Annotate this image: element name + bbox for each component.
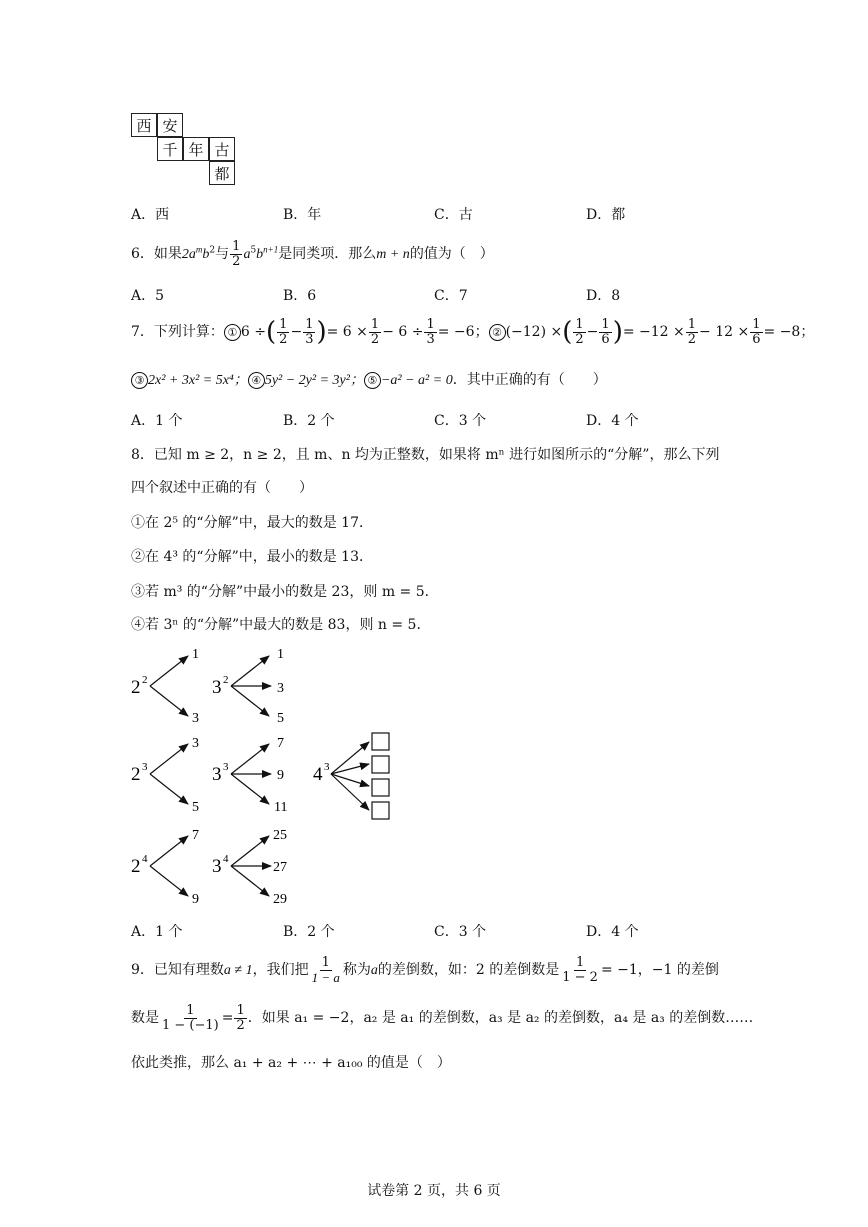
q6-term1: 2a <box>181 247 196 263</box>
q6-option-a[interactable]: A．5 <box>131 288 165 304</box>
q7-circle-1: ① <box>224 324 241 341</box>
base-2-squared: 2 <box>131 677 141 698</box>
q7-frac-num: 1 <box>370 316 380 332</box>
result-2-fourth-2: 9 <box>192 892 199 907</box>
q9-l1-c: ，我们把 <box>252 962 309 978</box>
q9-l1-e: a <box>370 963 378 978</box>
q6-option-c[interactable]: C．7 <box>434 288 468 304</box>
q9-line1 <box>131 952 719 989</box>
q7-frac-den: 6 <box>752 331 761 347</box>
q5-option-d[interactable]: D．都 <box>586 207 626 223</box>
q6-term2: a <box>243 247 251 263</box>
q7-frac-num: 1 <box>575 316 584 332</box>
diagram-2-fourth <box>131 828 199 907</box>
base-2-cubed: 2 <box>131 764 141 785</box>
arrow <box>150 686 188 716</box>
diagram-4-cubed <box>313 733 389 819</box>
q9-line2 <box>131 1000 753 1036</box>
q9-frac-ex1 <box>560 956 600 984</box>
base-4-cubed: 4 <box>313 764 323 785</box>
q7-s1-a: 6 ÷ <box>240 324 267 340</box>
arrow <box>231 686 269 716</box>
result-2-fourth-1: 7 <box>192 828 199 843</box>
q6-term2-exp2: n+1 <box>263 244 279 255</box>
q6-frac-den: 2 <box>232 253 241 269</box>
arrow <box>231 774 269 804</box>
q7-line2-suffix: ．其中正确的有（ ） <box>452 372 607 388</box>
q7-s1-d: = −6； <box>437 324 489 340</box>
q7-s5: −a² − a² = 0 <box>380 373 453 388</box>
grid-cell-gu: 古 <box>209 137 235 161</box>
q9-l2-b: = <box>221 1010 234 1026</box>
q7-prefix: 7．下列计算： <box>131 324 224 340</box>
result-3-squared-3: 5 <box>277 711 284 726</box>
result-3-cubed-2: 9 <box>277 768 284 783</box>
q9-frac-ex1-den: 1 − 2 <box>562 969 598 985</box>
arrow <box>150 866 188 896</box>
grid-cell-nian: 年 <box>183 137 209 161</box>
exp-3-fourth: 4 <box>223 853 229 865</box>
result-3-cubed-1: 7 <box>277 736 284 751</box>
diagram-3-fourth <box>212 828 287 907</box>
q7-paren-open: ( <box>562 317 573 347</box>
q6-term1-b: b <box>202 247 210 263</box>
q7-circle-3: ③ <box>131 372 148 389</box>
q9-l1-d: 称为 <box>342 962 371 978</box>
q7-s1-c: − 6 ÷ <box>382 324 424 340</box>
diagram-3-squared <box>212 647 284 726</box>
q7-frac-num: 1 <box>601 316 610 332</box>
q6-term1-exp1: m <box>195 244 203 255</box>
q6-option-b[interactable]: B．6 <box>283 288 317 304</box>
q8-statement-3: ③若 m³ 的“分解”中最小的数是 23，则 m = 5． <box>131 584 439 600</box>
q7-option-a[interactable]: A．1 个 <box>131 413 183 429</box>
grid-cell-qian: 千 <box>157 137 183 161</box>
q5-option-a[interactable]: A．西 <box>131 207 170 223</box>
q8-option-d[interactable]: D．4 个 <box>586 924 639 940</box>
arrow <box>231 866 269 896</box>
diagram-3-cubed <box>212 736 287 815</box>
q9-frac-def-den: 1 − a <box>311 969 340 985</box>
diagram-2-squared <box>131 647 199 726</box>
q7-s3: 2x² + 3x² = 5x⁴； <box>148 373 248 388</box>
q9-frac-ex1-num: 1 <box>575 954 585 970</box>
q7-paren-close: ) <box>612 317 623 347</box>
q7-frac-den: 2 <box>575 331 584 347</box>
q8-option-a[interactable]: A．1 个 <box>131 924 183 940</box>
q9-l1-h: = −1，−1 的差倒 <box>600 962 719 978</box>
q7-option-b[interactable]: B．2 个 <box>283 413 335 429</box>
q6-term1-exp2: 2 <box>209 245 216 256</box>
q7-frac-den: 2 <box>370 331 380 347</box>
q7-frac-num: 1 <box>687 316 697 332</box>
q9-frac-def-num: 1 <box>321 954 330 970</box>
result-3-squared-2: 3 <box>277 681 284 696</box>
blank-box-3[interactable] <box>372 779 389 796</box>
blank-box-1[interactable] <box>372 733 389 750</box>
result-3-fourth-2: 27 <box>273 860 287 875</box>
q6-expr: m + n <box>376 247 410 263</box>
q9-frac-def <box>310 956 342 984</box>
q7-frac-den: 2 <box>687 331 697 347</box>
q9-frac-half-num: 1 <box>236 1002 245 1018</box>
q7-frac-num: 1 <box>752 316 761 332</box>
q9-l1-b: a ≠ 1 <box>223 963 253 978</box>
exp-2-squared: 2 <box>142 674 148 686</box>
result-2-cubed-1: 3 <box>192 736 199 751</box>
arrow <box>231 656 269 686</box>
base-3-fourth: 3 <box>212 856 222 877</box>
q8-line2: 四个叙述中正确的有（ ） <box>131 480 313 496</box>
base-3-cubed: 3 <box>212 764 222 785</box>
q7-s2-a: (−12) × <box>505 324 563 340</box>
q8-option-c[interactable]: C．3 个 <box>434 924 487 940</box>
arrow <box>231 836 269 866</box>
q9-l1-f: 的差倒数，如：2 的差倒数是 <box>377 962 560 978</box>
q7-paren-close: ) <box>316 317 327 347</box>
q9-frac-half <box>234 1004 246 1032</box>
result-3-fourth-3: 29 <box>273 892 287 907</box>
q9-frac-half-den: 2 <box>236 1017 245 1033</box>
q7-frac-den: 6 <box>601 331 610 347</box>
result-3-squared-1: 1 <box>277 647 284 662</box>
q8-statement-1: ①在 2⁵ 的“分解”中，最大的数是 17． <box>131 515 373 531</box>
arrow <box>231 744 269 774</box>
q9-frac-ex2-num: 1 <box>186 1002 195 1018</box>
q7-s2-b: = −12 × <box>622 324 685 340</box>
exp-2-cubed: 3 <box>142 761 148 773</box>
q6-frac-num: 1 <box>232 239 241 254</box>
q9-l2-a: 数是 <box>131 1010 159 1026</box>
grid-cell-xi: 西 <box>131 113 157 137</box>
q6-end: 的值为（ ） <box>409 246 494 263</box>
q7-paren-open: ( <box>266 317 277 347</box>
blank-box-4[interactable] <box>372 802 389 819</box>
exp-3-squared: 2 <box>223 674 229 686</box>
exp-3-cubed: 3 <box>223 761 229 773</box>
result-2-squared-2: 3 <box>192 711 199 726</box>
exp-4-cubed: 3 <box>324 761 330 773</box>
blank-box-2[interactable] <box>372 756 389 773</box>
page-footer: 试卷第 2 页，共 6 页 <box>367 1183 501 1199</box>
q7-option-c[interactable]: C．3 个 <box>434 413 487 429</box>
diagram-2-cubed <box>131 736 199 815</box>
q8-line1: 8．已知 m ≥ 2，n ≥ 2，且 m、n 均为正整数，如果将 mⁿ 进行如图所示的“分解”，那么下列 <box>131 447 720 463</box>
q7-option-d[interactable]: D．4 个 <box>586 413 639 429</box>
q9-frac-ex2-den: 1 − (−1) <box>162 1017 219 1033</box>
q9-line3: 依此类推，那么 a₁ + a₂ + ⋯ + a₁₀₀ 的值是（ ） <box>131 1055 451 1071</box>
q7-frac-num: 1 <box>305 316 314 332</box>
q7-frac-num: 1 <box>426 316 435 332</box>
q8-statement-4: ④若 3ⁿ 的“分解”中最大的数是 83，则 n = 5． <box>131 617 431 633</box>
result-3-fourth-1: 25 <box>273 828 287 843</box>
q6-suffix: 是同类项．那么 <box>278 246 377 263</box>
base-3-squared: 3 <box>212 677 222 698</box>
q8-statement-2: ②在 4³ 的“分解”中，最小的数是 13． <box>131 549 373 565</box>
q6-prefix: 6．如果 <box>131 246 182 263</box>
arrow <box>150 656 188 686</box>
grid-cell-du: 都 <box>209 161 235 185</box>
q7-line1: 7．下列计算： ① 6 ÷( $\frac{1}{2}$ − $\frac{1}{3}$ )= 6 × $\frac{1}{2}$ − 6 ÷ $\frac{1}{3}$ = −6； ② (−12) ×( $\frac{1}{2}$ − $\frac{1}{6}$ )= −12 × $\frac{1}{2}$ − 12 × $\frac{1}{6}$ = −8； <box>131 316 815 347</box>
result-2-squared-1: 1 <box>192 647 199 662</box>
q9-l1-a: 9．已知有理数 <box>131 962 224 978</box>
q7-frac-den: 3 <box>426 331 435 347</box>
q7-circle-4: ④ <box>248 372 265 389</box>
q6-term2-exp1: 5 <box>250 245 257 256</box>
q5-option-b[interactable]: B．年 <box>283 207 322 223</box>
q7-s2-d: = −8； <box>763 324 815 340</box>
q7-frac-den: 2 <box>279 331 288 347</box>
base-2-fourth: 2 <box>131 856 141 877</box>
arrow <box>150 774 188 804</box>
arrow <box>150 744 188 774</box>
q6-option-d[interactable]: D．8 <box>586 288 621 304</box>
q7-frac-num: 1 <box>279 316 288 332</box>
q7-s1-b: = 6 × <box>326 324 368 340</box>
q6-mid: 与 <box>215 246 230 263</box>
q7-circle-5: ⑤ <box>364 372 381 389</box>
q7-s4: 5y² − 2y² = 3y²； <box>264 373 364 388</box>
result-3-cubed-3: 11 <box>274 800 288 815</box>
q6-term2-b: b <box>256 247 264 263</box>
q7-s2-c: − 12 × <box>699 324 750 340</box>
q9-l2-c: ．如果 a₁ = −2，a₂ 是 a₁ 的差倒数，a₃ 是 a₂ 的差倒数，a₄ 是 a₃ 的差倒数…… <box>247 1010 754 1026</box>
arrow <box>150 836 188 866</box>
exp-2-fourth: 4 <box>142 853 148 865</box>
q9-frac-ex2 <box>160 1004 221 1032</box>
q7-circle-2: ② <box>489 324 506 341</box>
result-2-cubed-2: 5 <box>192 800 199 815</box>
q7-frac-den: 3 <box>305 331 314 347</box>
grid-cell-an: 安 <box>157 113 183 137</box>
q5-option-c[interactable]: C．古 <box>434 207 473 223</box>
q8-option-b[interactable]: B．2 个 <box>283 924 335 940</box>
